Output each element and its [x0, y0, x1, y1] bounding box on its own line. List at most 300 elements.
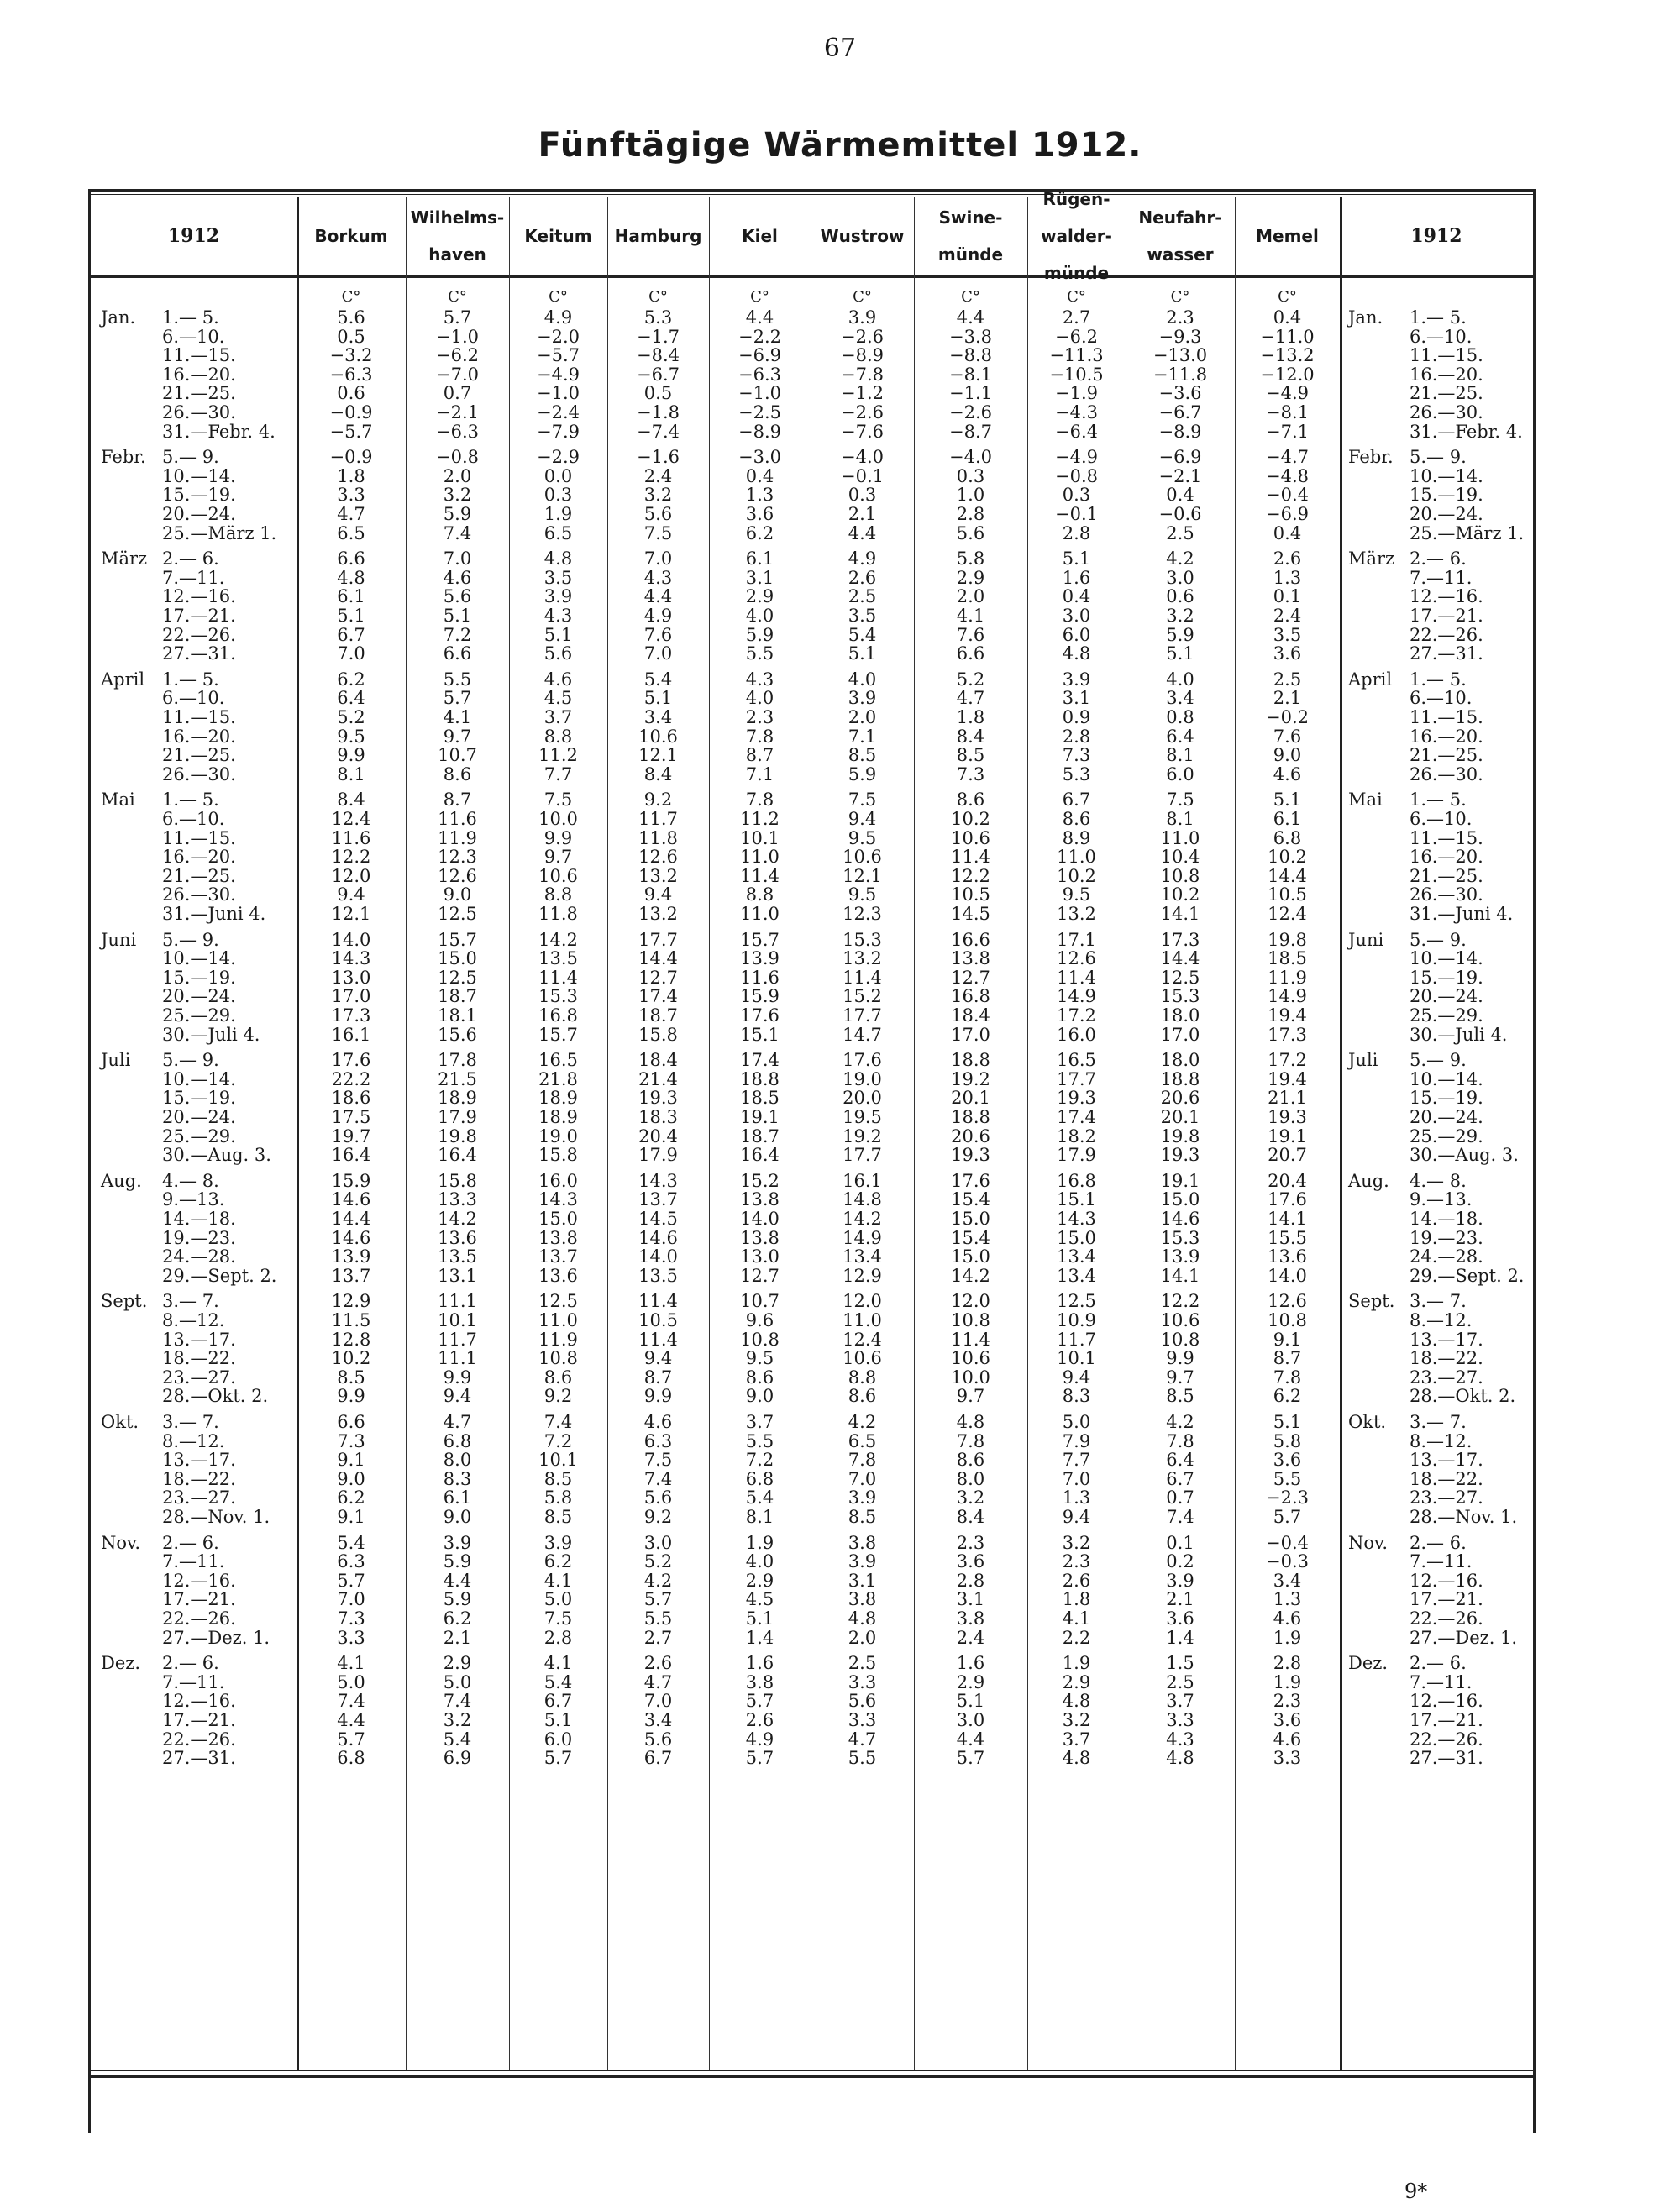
table-cell: 17.4 [740, 1050, 780, 1071]
table-cell: 17.9 [438, 1107, 477, 1127]
table-cell: 17.2 [1057, 1005, 1096, 1026]
period-label-right: 2.— 6. [1410, 548, 1467, 569]
table-cell: 5.6 [643, 1729, 673, 1750]
period-label-right: 7.—11. [1410, 567, 1473, 588]
table-cell: 8.1 [1166, 745, 1194, 766]
table-cell: 1.3 [745, 485, 774, 506]
station-header-part: Swine- [938, 207, 1003, 228]
table-cell: 1.8 [956, 707, 985, 727]
table-cell: 19.2 [843, 1125, 882, 1146]
table-cell: 16.1 [331, 1024, 371, 1045]
table-cell: 4.8 [1062, 1691, 1091, 1712]
period-label: 5.— 9. [162, 447, 219, 468]
table-cell: 6.4 [337, 688, 365, 709]
table-cell: 3.7 [543, 707, 573, 727]
table-cell: 1.3 [1273, 567, 1302, 588]
table-cell: −12.0 [1260, 364, 1315, 385]
table-cell: 2.1 [1166, 1589, 1194, 1610]
table-cell: 17.6 [843, 1050, 882, 1071]
table-cell: 11.0 [1057, 847, 1096, 868]
period-label: 28.—Nov. 1. [162, 1507, 270, 1527]
table-cell: 19.7 [331, 1125, 371, 1146]
table-cell: 2.0 [848, 1627, 877, 1648]
station-header-part: walder- [1041, 226, 1112, 246]
period-label: 22.—26. [162, 1729, 236, 1750]
table-cell: 4.3 [745, 669, 774, 690]
table-cell: 3.9 [443, 1532, 472, 1553]
table-cell: 15.1 [1057, 1189, 1096, 1210]
table-cell: 6.9 [443, 1748, 472, 1769]
table-cell: 14.2 [438, 1209, 477, 1229]
table-cell: 12.6 [438, 865, 477, 886]
table-cell: 5.1 [643, 688, 673, 709]
table-cell: 5.0 [543, 1589, 573, 1610]
table-cell: −2.9 [537, 447, 580, 468]
table-cell: 9.5 [337, 726, 365, 747]
table-cell: 9.4 [1062, 1367, 1091, 1388]
table-cell: 15.0 [951, 1246, 990, 1267]
station-header [811, 199, 914, 273]
table-cell: 7.0 [643, 548, 673, 569]
table-cell: 11.0 [843, 1310, 882, 1330]
period-label: 31.—Febr. 4. [162, 421, 276, 442]
table-cell: 0.4 [1062, 586, 1091, 607]
table-cell: 9.4 [337, 884, 365, 905]
table-cell: 9.4 [848, 809, 877, 829]
table-cell: −3.8 [949, 326, 992, 347]
table-cell: −11.8 [1152, 364, 1208, 385]
period-label-right: 26.—30. [1410, 402, 1483, 422]
period-label-right: 17.—21. [1410, 1589, 1483, 1610]
table-cell: 8.8 [543, 884, 573, 905]
table-cell: 15.0 [538, 1209, 578, 1229]
month-label-right: April [1348, 669, 1393, 690]
table-cell: 4.4 [956, 307, 985, 328]
table-cell: 9.4 [643, 884, 673, 905]
table-cell: 0.7 [1166, 1488, 1194, 1509]
table-cell: 4.9 [543, 307, 573, 328]
table-cell: 12.9 [331, 1291, 371, 1312]
period-label: 4.— 8. [162, 1170, 219, 1191]
table-cell: 18.7 [740, 1125, 780, 1146]
table-cell: 5.9 [1166, 624, 1194, 645]
period-label-right: 29.—Sept. 2. [1410, 1265, 1525, 1286]
table-cell: 17.6 [1268, 1189, 1307, 1210]
table-cell: 3.4 [1166, 688, 1194, 709]
table-cell: 11.4 [951, 847, 990, 868]
period-label: 12.—16. [162, 1691, 236, 1712]
table-cell: −8.1 [949, 364, 992, 385]
table-cell: −1.8 [637, 402, 680, 422]
table-cell: 7.3 [337, 1608, 365, 1629]
table-cell: 9.9 [543, 827, 573, 848]
table-cell: 17.0 [331, 986, 371, 1007]
table-cell: 11.4 [638, 1291, 678, 1312]
table-cell: 2.6 [643, 1653, 673, 1674]
table-cell: −1.0 [738, 383, 781, 404]
table-cell: −6.9 [1158, 447, 1202, 468]
table-cell: 7.6 [956, 624, 985, 645]
station-header-part: Wustrow [820, 226, 905, 246]
table-cell: 14.1 [1160, 904, 1200, 924]
table-cell: 14.9 [1057, 986, 1096, 1007]
table-cell: −1.1 [949, 383, 992, 404]
table-cell: 20.6 [1160, 1088, 1200, 1109]
period-label: 1.— 5. [162, 790, 219, 811]
table-cell: 10.6 [843, 847, 882, 868]
table-cell: 1.5 [1166, 1653, 1194, 1674]
table-cell: 12.1 [843, 865, 882, 886]
station-header-part: Neufahr- [1138, 207, 1222, 228]
table-cell: 2.7 [643, 1627, 673, 1648]
table-cell: 4.1 [543, 1570, 573, 1591]
table-cell: 4.4 [337, 1710, 365, 1730]
table-cell: 4.8 [848, 1608, 877, 1629]
period-label: 17.—21. [162, 606, 236, 626]
period-label-right: 8.—12. [1410, 1430, 1473, 1451]
table-cell: 4.5 [745, 1589, 774, 1610]
table-cell: 11.6 [331, 827, 371, 848]
table-cell: 7.4 [643, 1468, 673, 1489]
table-cell: −1.0 [436, 326, 479, 347]
table-cell: 3.9 [848, 1488, 877, 1509]
period-label: 15.—19. [162, 1088, 236, 1109]
table-cell: −3.2 [329, 345, 373, 366]
table-cell: 9.9 [443, 1367, 472, 1388]
table-cell: 7.4 [543, 1412, 573, 1432]
table-cell: 8.6 [1062, 809, 1091, 829]
table-cell: 6.1 [337, 586, 365, 607]
period-label: 16.—20. [162, 364, 236, 385]
table-cell: −0.1 [1055, 504, 1098, 524]
table-cell: 9.0 [337, 1468, 365, 1489]
header-rule [91, 275, 1533, 278]
table-cell: 12.1 [331, 904, 371, 924]
period-label-right: 13.—17. [1410, 1450, 1483, 1471]
table-cell: −2.2 [738, 326, 781, 347]
period-label: 27.—Dez. 1. [162, 1627, 270, 1648]
table-cell: 3.3 [1273, 1748, 1302, 1769]
table-cell: 7.8 [956, 1430, 985, 1451]
table-cell: 6.1 [443, 1488, 472, 1509]
table-cell: 6.8 [745, 1468, 774, 1489]
table-cell: 11.9 [538, 1329, 578, 1350]
table-cell: 9.9 [337, 1386, 365, 1407]
table-cell: 19.2 [951, 1068, 990, 1089]
period-label-right: 5.— 9. [1410, 1050, 1467, 1071]
table-cell: 7.8 [745, 790, 774, 811]
period-label-right: 26.—30. [1410, 763, 1483, 784]
table-cell: 0.6 [1166, 586, 1194, 607]
table-cell: 1.9 [543, 504, 573, 524]
table-cell: 3.8 [848, 1532, 877, 1553]
table-cell: 10.1 [538, 1450, 578, 1471]
month-label-right: Jan. [1348, 307, 1383, 328]
table-cell: 5.2 [337, 707, 365, 727]
month-label-right: Dez. [1348, 1653, 1389, 1674]
unit-label: C° [961, 288, 980, 306]
period-label: 25.—29. [162, 1125, 236, 1146]
table-cell: 4.2 [1166, 548, 1194, 569]
period-label-right: 12.—16. [1410, 1691, 1483, 1712]
table-cell: 19.1 [740, 1107, 780, 1127]
table-cell: 8.3 [1062, 1386, 1091, 1407]
table-cell: 7.8 [1273, 1367, 1302, 1388]
table-cell: 12.5 [1160, 967, 1200, 988]
period-label: 6.—10. [162, 809, 225, 829]
table-cell: 2.0 [443, 465, 472, 486]
table-cell: 3.3 [1166, 1710, 1194, 1730]
month-label-right: Febr. [1348, 447, 1394, 468]
table-cell: 5.2 [956, 669, 985, 690]
period-label: 18.—22. [162, 1348, 236, 1369]
table-cell: 12.8 [331, 1329, 371, 1350]
table-cell: 5.9 [443, 1551, 472, 1572]
table-cell: −1.7 [637, 326, 680, 347]
table-cell: 6.6 [443, 643, 472, 664]
period-label: 6.—10. [162, 688, 225, 709]
table-cell: 8.9 [1062, 827, 1091, 848]
table-cell: 8.4 [956, 1507, 985, 1527]
table-cell: 9.7 [443, 726, 472, 747]
station-header [709, 199, 811, 273]
table-cell: 2.8 [956, 1570, 985, 1591]
table-cell: 17.6 [951, 1170, 990, 1191]
month-label-right: Aug. [1348, 1170, 1389, 1191]
table-cell: 19.0 [538, 1125, 578, 1146]
table-cell: 10.6 [538, 865, 578, 886]
table-cell: 6.7 [1062, 790, 1091, 811]
table-cell: 4.1 [956, 606, 985, 626]
table-cell: 19.1 [1268, 1125, 1307, 1146]
table-cell: 4.0 [1166, 669, 1194, 690]
table-cell: −9.3 [1158, 326, 1202, 347]
table-cell: 5.9 [443, 1589, 472, 1610]
table-cell: 8.7 [745, 745, 774, 766]
table-cell: 12.5 [438, 904, 477, 924]
table-cell: 12.9 [843, 1265, 882, 1286]
period-label-right: 2.— 6. [1410, 1653, 1467, 1674]
table-cell: 7.8 [1166, 1430, 1194, 1451]
table-cell: −0.8 [436, 447, 479, 468]
month-label: Nov. [101, 1532, 141, 1553]
table-cell: 3.2 [1062, 1532, 1091, 1553]
period-label-right: 22.—26. [1410, 624, 1483, 645]
period-label: 3.— 7. [162, 1291, 219, 1312]
table-cell: 19.4 [1268, 1005, 1307, 1026]
period-label: 1.— 5. [162, 669, 219, 690]
table-cell: 9.5 [848, 827, 877, 848]
table-cell: 2.5 [848, 586, 877, 607]
unit-label: C° [549, 288, 568, 306]
table-cell: −0.2 [1266, 707, 1309, 727]
table-cell: 3.6 [1273, 1450, 1302, 1471]
table-bottom-rule [91, 2075, 1533, 2078]
period-label-right: 15.—19. [1410, 967, 1483, 988]
table-cell: 18.2 [1057, 1125, 1096, 1146]
table-cell: 5.6 [643, 1488, 673, 1509]
table-cell: 5.3 [1062, 763, 1091, 784]
table-cell: 14.0 [1268, 1265, 1307, 1286]
table-cell: 4.0 [745, 1551, 774, 1572]
period-label-right: 23.—27. [1410, 1367, 1483, 1388]
table-cell: 6.3 [337, 1551, 365, 1572]
table-cell: 6.8 [443, 1430, 472, 1451]
table-cell: 15.8 [438, 1170, 477, 1191]
table-cell: 8.5 [543, 1507, 573, 1527]
table-cell: 10.7 [740, 1291, 780, 1312]
table-cell: 3.4 [1273, 1570, 1302, 1591]
table-cell: 2.8 [1062, 726, 1091, 747]
table-cell: 8.8 [848, 1367, 877, 1388]
table-cell: −7.4 [637, 421, 680, 442]
table-cell: 14.1 [1268, 1209, 1307, 1229]
table-cell: 16.0 [538, 1170, 578, 1191]
table-cell: 11.4 [951, 1329, 990, 1350]
table-cell: 0.1 [1166, 1532, 1194, 1553]
table-cell: 3.2 [1166, 606, 1194, 626]
column-rule [1340, 197, 1342, 2070]
table-cell: 14.6 [638, 1227, 678, 1248]
table-cell: 4.3 [1166, 1729, 1194, 1750]
table-cell: 13.4 [1057, 1265, 1096, 1286]
table-cell: 15.8 [638, 1024, 678, 1045]
table-cell: 5.6 [643, 504, 673, 524]
period-label: 26.—30. [162, 884, 236, 905]
table-cell: 19.4 [1268, 1068, 1307, 1089]
table-cell: 18.9 [538, 1088, 578, 1109]
period-label-right: 31.—Juni 4. [1410, 904, 1514, 924]
table-cell: 5.4 [643, 669, 673, 690]
table-cell: 10.5 [1268, 884, 1307, 905]
table-cell: 15.3 [1160, 986, 1200, 1007]
table-cell: 10.1 [740, 827, 780, 848]
station-header [509, 199, 607, 273]
table-cell: 5.1 [1273, 1412, 1302, 1432]
table-cell: 16.4 [331, 1145, 371, 1166]
table-cell: 8.1 [337, 763, 365, 784]
table-cell: −2.3 [1266, 1488, 1309, 1509]
period-label-right: 22.—26. [1410, 1608, 1483, 1629]
month-label: März [101, 548, 148, 569]
table-cell: 4.6 [643, 1412, 673, 1432]
table-cell: 7.1 [848, 726, 877, 747]
table-cell: 15.4 [951, 1227, 990, 1248]
table-cell: 4.6 [443, 567, 472, 588]
table-cell: 22.2 [331, 1068, 371, 1089]
table-cell: 13.6 [538, 1265, 578, 1286]
unit-label: C° [341, 288, 361, 306]
table-cell: 9.2 [643, 790, 673, 811]
table-cell: −2.5 [738, 402, 781, 422]
table-cell: 3.2 [643, 485, 673, 506]
table-cell: 9.0 [443, 884, 472, 905]
table-cell: 16.4 [438, 1145, 477, 1166]
table-cell: 6.2 [443, 1608, 472, 1629]
period-label-right: 17.—21. [1410, 1710, 1483, 1730]
period-label: 25.—März 1. [162, 522, 277, 543]
table-cell: 13.7 [538, 1246, 578, 1267]
period-label: 9.—13. [162, 1189, 225, 1210]
table-cell: 2.9 [443, 1653, 472, 1674]
period-label: 12.—16. [162, 1570, 236, 1591]
table-cell: 15.9 [331, 1170, 371, 1191]
table-cell: 10.5 [951, 884, 990, 905]
table-cell: 0.4 [1166, 485, 1194, 506]
table-cell: 15.0 [1160, 1189, 1200, 1210]
table-cell: 10.0 [538, 809, 578, 829]
table-cell: 13.5 [438, 1246, 477, 1267]
period-label: 16.—20. [162, 847, 236, 868]
table-cell: 3.3 [337, 1627, 365, 1648]
month-label: Jan. [101, 307, 136, 328]
period-label-right: 20.—24. [1410, 986, 1483, 1007]
period-label-right: 16.—20. [1410, 364, 1483, 385]
table-cell: 15.3 [843, 929, 882, 950]
period-label-right: 8.—12. [1410, 1310, 1473, 1330]
table-cell: 5.1 [1062, 548, 1091, 569]
table-cell: 20.4 [1268, 1170, 1307, 1191]
table-cell: 6.5 [848, 1430, 877, 1451]
table-cell: 4.5 [543, 688, 573, 709]
table-cell: 4.8 [956, 1412, 985, 1432]
station-header-part: Borkum [314, 226, 388, 246]
table-cell: 8.8 [745, 884, 774, 905]
table-cell: 8.3 [443, 1468, 472, 1489]
table-cell: 8.7 [643, 1367, 673, 1388]
table-cell: 4.7 [337, 504, 365, 524]
table-cell: 13.4 [1057, 1246, 1096, 1267]
period-label-right: 20.—24. [1410, 504, 1483, 524]
table-cell: 2.0 [848, 707, 877, 727]
period-label-right: 27.—31. [1410, 643, 1483, 664]
table-cell: 3.9 [1166, 1570, 1194, 1591]
table-cell: −3.6 [1158, 383, 1202, 404]
table-cell: 6.1 [1273, 809, 1302, 829]
table-cell: 11.4 [1057, 967, 1096, 988]
table-cell: 14.3 [331, 948, 371, 969]
table-cell: 11.4 [740, 865, 780, 886]
table-cell: 5.5 [848, 1748, 877, 1769]
table-cell: −8.9 [841, 345, 884, 366]
table-cell: −2.1 [1158, 465, 1202, 486]
table-cell: 3.6 [745, 504, 774, 524]
table-cell: 2.4 [1273, 606, 1302, 626]
table-cell: 16.0 [1057, 1024, 1096, 1045]
table-cell: 5.1 [443, 606, 472, 626]
table-cell: −8.7 [949, 421, 992, 442]
table-cell: 8.6 [848, 1386, 877, 1407]
table-cell: 4.4 [848, 522, 877, 543]
table-cell: −7.0 [436, 364, 479, 385]
table-cell: 2.6 [1062, 1570, 1091, 1591]
table-cell: 6.5 [337, 522, 365, 543]
unit-label: C° [1278, 288, 1297, 306]
table-cell: 5.7 [443, 688, 472, 709]
table-cell: 9.1 [337, 1450, 365, 1471]
table-cell: 1.9 [1062, 1653, 1091, 1674]
table-cell: −4.0 [949, 447, 992, 468]
table-cell: 4.4 [443, 1570, 472, 1591]
table-cell: 19.5 [843, 1107, 882, 1127]
table-cell: 5.2 [643, 1551, 673, 1572]
table-cell: 11.0 [740, 904, 780, 924]
table-cell: −2.6 [949, 402, 992, 422]
station-header-part: haven [428, 244, 486, 265]
period-label-right: 6.—10. [1410, 809, 1473, 829]
period-label: 13.—17. [162, 1329, 236, 1350]
table-cell: −6.4 [1055, 421, 1098, 442]
